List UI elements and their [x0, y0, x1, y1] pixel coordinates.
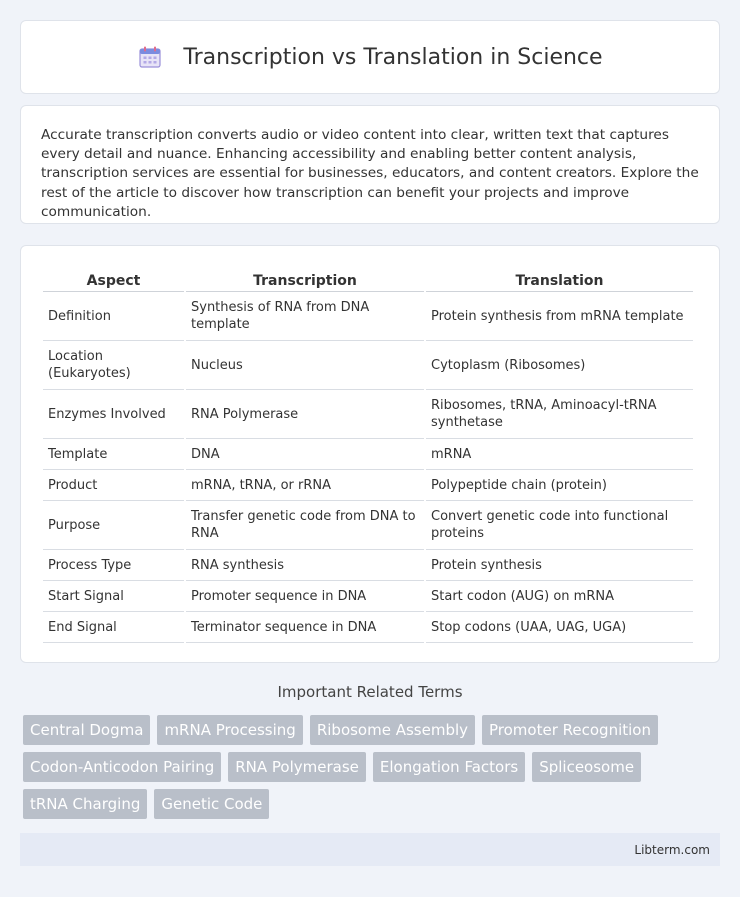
table-cell: Start Signal — [43, 581, 184, 612]
table-row — [43, 581, 693, 612]
term-tag-central-dogma[interactable]: Central Dogma — [23, 715, 150, 745]
intro-text: Accurate transcription converts audio or video content into clear, written text that captures every detail and nuance. Enhancing accessibility and enabling better content analysis, transcription services are essential for businesses, educators, and content creators. Explore the rest of the article to discover how transcription can benefit your projects and improve communication. — [41, 127, 699, 220]
page-title: Transcription vs Translation in Science — [183, 44, 603, 70]
table-cell: mRNA, tRNA, or rRNA — [186, 470, 424, 501]
term-tag-spliceosome[interactable]: Spliceosome — [532, 752, 641, 782]
comparison-table-card — [20, 245, 720, 663]
term-tag-mrna-processing[interactable]: mRNA Processing — [157, 715, 302, 745]
table-cell: Purpose — [43, 501, 184, 550]
table-row — [43, 341, 693, 390]
table-row — [43, 550, 693, 581]
header-card — [20, 20, 720, 94]
table-cell: Product — [43, 470, 184, 501]
table-row — [43, 612, 693, 643]
table-cell: Synthesis of RNA from DNA template — [186, 292, 424, 341]
table-cell: DNA — [186, 439, 424, 470]
term-tag-codon-anticodon-pairing[interactable]: Codon-Anticodon Pairing — [23, 752, 221, 782]
related-terms-list — [23, 715, 723, 819]
footer-site-link[interactable]: Libterm.com — [634, 842, 710, 857]
term-tag-genetic-code[interactable]: Genetic Code — [154, 789, 269, 819]
table-cell: Definition — [43, 292, 184, 341]
term-tag-rna-polymerase[interactable]: RNA Polymerase — [228, 752, 366, 782]
table-cell: Template — [43, 439, 184, 470]
table-cell: mRNA — [426, 439, 693, 470]
related-terms-title: Important Related Terms — [277, 683, 463, 701]
footer — [20, 833, 720, 866]
table-row — [43, 470, 693, 501]
intro-card — [20, 105, 720, 224]
table-cell: Location (Eukaryotes) — [43, 341, 184, 390]
table-cell: Stop codons (UAA, UAG, UGA) — [426, 612, 693, 643]
calendar-icon — [137, 44, 163, 70]
table-header-row — [43, 266, 693, 292]
table-row — [43, 390, 693, 439]
table-row — [43, 292, 693, 341]
column-header-aspect: Aspect — [43, 266, 184, 292]
table-cell: Protein synthesis — [426, 550, 693, 581]
term-tag-trna-charging[interactable]: tRNA Charging — [23, 789, 147, 819]
table-cell: Ribosomes, tRNA, Aminoacyl-tRNA synthetase — [426, 390, 693, 439]
comparison-table — [41, 266, 695, 643]
table-cell: Terminator sequence in DNA — [186, 612, 424, 643]
term-tag-elongation-factors[interactable]: Elongation Factors — [373, 752, 525, 782]
table-cell: Convert genetic code into functional proteins — [426, 501, 693, 550]
table-cell: Transfer genetic code from DNA to RNA — [186, 501, 424, 550]
term-tag-ribosome-assembly[interactable]: Ribosome Assembly — [310, 715, 475, 745]
column-header-transcription: Transcription — [186, 266, 424, 292]
table-cell: Enzymes Involved — [43, 390, 184, 439]
table-row — [43, 501, 693, 550]
table-cell: End Signal — [43, 612, 184, 643]
table-cell: Nucleus — [186, 341, 424, 390]
term-tag-promoter-recognition[interactable]: Promoter Recognition — [482, 715, 658, 745]
table-cell: RNA synthesis — [186, 550, 424, 581]
column-header-translation: Translation — [426, 266, 693, 292]
table-cell: Protein synthesis from mRNA template — [426, 292, 693, 341]
table-cell: Cytoplasm (Ribosomes) — [426, 341, 693, 390]
table-cell: Start codon (AUG) on mRNA — [426, 581, 693, 612]
table-cell: Polypeptide chain (protein) — [426, 470, 693, 501]
table-cell: Process Type — [43, 550, 184, 581]
table-cell: RNA Polymerase — [186, 390, 424, 439]
table-row — [43, 439, 693, 470]
table-cell: Promoter sequence in DNA — [186, 581, 424, 612]
